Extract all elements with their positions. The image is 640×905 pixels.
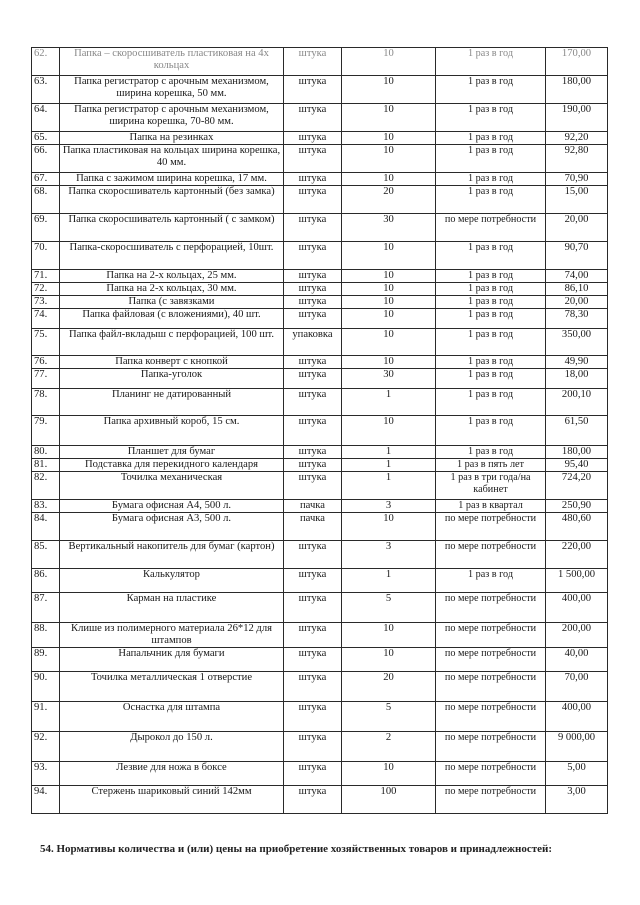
section-heading: 54. Нормативы количества и (или) цены на приобретение хозяйственных товаров и принадлежностей: bbox=[40, 843, 552, 855]
price-cell: 5,00 bbox=[546, 762, 608, 786]
quantity-cell: 5 bbox=[342, 702, 436, 732]
quantity-cell: 3 bbox=[342, 541, 436, 569]
row-number-cell: 79. bbox=[32, 416, 60, 446]
quantity-cell: 10 bbox=[342, 104, 436, 132]
purchase-frequency-cell: по мере потребности bbox=[436, 623, 546, 648]
row-number-cell: 77. bbox=[32, 369, 60, 389]
purchase-frequency-cell: 1 раз в год bbox=[436, 369, 546, 389]
item-name-cell: Дырокол до 150 л. bbox=[60, 732, 284, 762]
row-number-cell: 94. bbox=[32, 786, 60, 814]
row-number-cell: 81. bbox=[32, 459, 60, 472]
row-number-cell: 65. bbox=[32, 132, 60, 145]
unit-of-measure-cell: штука bbox=[284, 459, 342, 472]
quantity-cell: 3 bbox=[342, 500, 436, 513]
item-name-cell: Папка – скоросшиватель пластиковая на 4х кольцах bbox=[60, 48, 284, 76]
purchase-frequency-cell: 1 раз в год bbox=[436, 356, 546, 369]
unit-of-measure-cell: штука bbox=[284, 762, 342, 786]
purchase-frequency-cell: 1 раз в год bbox=[436, 569, 546, 593]
quantity-cell: 20 bbox=[342, 672, 436, 702]
price-cell: 350,00 bbox=[546, 329, 608, 356]
table-row bbox=[32, 786, 608, 814]
row-number-cell: 86. bbox=[32, 569, 60, 593]
purchase-frequency-cell: по мере потребности bbox=[436, 672, 546, 702]
row-number-cell: 84. bbox=[32, 513, 60, 541]
item-name-cell: Карман на пластике bbox=[60, 593, 284, 623]
purchase-frequency-cell: по мере потребности bbox=[436, 786, 546, 814]
purchase-frequency-cell: 1 раз в год bbox=[436, 329, 546, 356]
price-cell: 20,00 bbox=[546, 296, 608, 309]
unit-of-measure-cell: штука bbox=[284, 242, 342, 270]
purchase-frequency-cell: 1 раз в год bbox=[436, 173, 546, 186]
unit-of-measure-cell: штука bbox=[284, 173, 342, 186]
quantity-cell: 10 bbox=[342, 416, 436, 446]
price-cell: 180,00 bbox=[546, 76, 608, 104]
quantity-cell: 10 bbox=[342, 623, 436, 648]
item-name-cell: Папка на 2-х кольцах, 30 мм. bbox=[60, 283, 284, 296]
row-number-cell: 83. bbox=[32, 500, 60, 513]
row-number-cell: 92. bbox=[32, 732, 60, 762]
table-row bbox=[32, 593, 608, 623]
item-name-cell: Папка файловая (с вложениями), 40 шт. bbox=[60, 309, 284, 329]
table-row bbox=[32, 446, 608, 459]
unit-of-measure-cell: штука bbox=[284, 786, 342, 814]
unit-of-measure-cell: штука bbox=[284, 283, 342, 296]
quantity-cell: 1 bbox=[342, 446, 436, 459]
purchase-frequency-cell: по мере потребности bbox=[436, 648, 546, 672]
table-row bbox=[32, 356, 608, 369]
item-name-cell: Папка архивный короб, 15 см. bbox=[60, 416, 284, 446]
quantity-cell: 2 bbox=[342, 732, 436, 762]
purchase-frequency-cell: 1 раз в год bbox=[436, 76, 546, 104]
quantity-cell: 1 bbox=[342, 569, 436, 593]
price-cell: 49,90 bbox=[546, 356, 608, 369]
table-row bbox=[32, 513, 608, 541]
purchase-frequency-cell: по мере потребности bbox=[436, 593, 546, 623]
unit-of-measure-cell: штука bbox=[284, 132, 342, 145]
table-row bbox=[32, 214, 608, 242]
item-name-cell: Калькулятор bbox=[60, 569, 284, 593]
table-row bbox=[32, 309, 608, 329]
row-number-cell: 70. bbox=[32, 242, 60, 270]
table-row bbox=[32, 329, 608, 356]
row-number-cell: 88. bbox=[32, 623, 60, 648]
purchase-frequency-cell: 1 раз в год bbox=[436, 104, 546, 132]
quantity-cell: 1 bbox=[342, 472, 436, 500]
price-cell: 92,80 bbox=[546, 145, 608, 173]
item-name-cell: Лезвие для ножа в боксе bbox=[60, 762, 284, 786]
quantity-cell: 10 bbox=[342, 242, 436, 270]
purchase-frequency-cell: по мере потребности bbox=[436, 732, 546, 762]
row-number-cell: 87. bbox=[32, 593, 60, 623]
price-cell: 92,20 bbox=[546, 132, 608, 145]
row-number-cell: 73. bbox=[32, 296, 60, 309]
row-number-cell: 85. bbox=[32, 541, 60, 569]
item-name-cell: Папка-скоросшиватель с перфорацией, 10шт. bbox=[60, 242, 284, 270]
item-name-cell: Папка скоросшиватель картонный ( с замком) bbox=[60, 214, 284, 242]
quantity-cell: 10 bbox=[342, 762, 436, 786]
table-row bbox=[32, 369, 608, 389]
unit-of-measure-cell: штука bbox=[284, 186, 342, 214]
price-cell: 40,00 bbox=[546, 648, 608, 672]
table-row bbox=[32, 104, 608, 132]
price-cell: 724,20 bbox=[546, 472, 608, 500]
row-number-cell: 72. bbox=[32, 283, 60, 296]
item-name-cell: Оснастка для штампа bbox=[60, 702, 284, 732]
purchase-frequency-cell: по мере потребности bbox=[436, 214, 546, 242]
purchase-frequency-cell: 1 раз в год bbox=[436, 296, 546, 309]
price-cell: 20,00 bbox=[546, 214, 608, 242]
quantity-cell: 10 bbox=[342, 48, 436, 76]
item-name-cell: Клише из полимерного материала 26*12 для штампов bbox=[60, 623, 284, 648]
row-number-cell: 66. bbox=[32, 145, 60, 173]
purchase-frequency-cell: 1 раз в год bbox=[436, 132, 546, 145]
purchase-frequency-cell: 1 раз в год bbox=[436, 48, 546, 76]
row-number-cell: 71. bbox=[32, 270, 60, 283]
quantity-cell: 10 bbox=[342, 76, 436, 104]
item-name-cell: Бумага офисная А4, 500 л. bbox=[60, 500, 284, 513]
purchase-frequency-cell: 1 раз в год bbox=[436, 446, 546, 459]
table-row bbox=[32, 500, 608, 513]
row-number-cell: 62. bbox=[32, 48, 60, 76]
item-name-cell: Папка (с завязками bbox=[60, 296, 284, 309]
unit-of-measure-cell: штука bbox=[284, 416, 342, 446]
unit-of-measure-cell: штука bbox=[284, 569, 342, 593]
row-number-cell: 67. bbox=[32, 173, 60, 186]
quantity-cell: 10 bbox=[342, 648, 436, 672]
price-cell: 200,00 bbox=[546, 623, 608, 648]
price-cell: 400,00 bbox=[546, 593, 608, 623]
unit-of-measure-cell: штука bbox=[284, 541, 342, 569]
quantity-cell: 10 bbox=[342, 145, 436, 173]
table-row bbox=[32, 732, 608, 762]
unit-of-measure-cell: штука bbox=[284, 309, 342, 329]
table-row bbox=[32, 541, 608, 569]
purchase-frequency-cell: 1 раз в три года/на кабинет bbox=[436, 472, 546, 500]
item-name-cell: Папка-уголок bbox=[60, 369, 284, 389]
table-row bbox=[32, 270, 608, 283]
row-number-cell: 80. bbox=[32, 446, 60, 459]
unit-of-measure-cell: штука bbox=[284, 732, 342, 762]
item-name-cell: Папка с зажимом ширина корешка, 17 мм. bbox=[60, 173, 284, 186]
row-number-cell: 82. bbox=[32, 472, 60, 500]
price-cell: 78,30 bbox=[546, 309, 608, 329]
unit-of-measure-cell: штука bbox=[284, 48, 342, 76]
quantity-cell: 10 bbox=[342, 132, 436, 145]
price-cell: 9 000,00 bbox=[546, 732, 608, 762]
price-cell: 180,00 bbox=[546, 446, 608, 459]
row-number-cell: 69. bbox=[32, 214, 60, 242]
price-cell: 480,60 bbox=[546, 513, 608, 541]
item-name-cell: Планшет для бумаг bbox=[60, 446, 284, 459]
unit-of-measure-cell: штука bbox=[284, 76, 342, 104]
table-row bbox=[32, 623, 608, 648]
row-number-cell: 74. bbox=[32, 309, 60, 329]
unit-of-measure-cell: штука bbox=[284, 389, 342, 416]
price-cell: 250,90 bbox=[546, 500, 608, 513]
table-row bbox=[32, 296, 608, 309]
unit-of-measure-cell: штука bbox=[284, 270, 342, 283]
price-cell: 18,00 bbox=[546, 369, 608, 389]
price-cell: 61,50 bbox=[546, 416, 608, 446]
quantity-cell: 1 bbox=[342, 389, 436, 416]
unit-of-measure-cell: штука bbox=[284, 593, 342, 623]
purchase-frequency-cell: 1 раз в год bbox=[436, 389, 546, 416]
unit-of-measure-cell: упаковка bbox=[284, 329, 342, 356]
unit-of-measure-cell: штука bbox=[284, 145, 342, 173]
item-name-cell: Точилка механическая bbox=[60, 472, 284, 500]
item-name-cell: Подставка для перекидного календаря bbox=[60, 459, 284, 472]
unit-of-measure-cell: штука bbox=[284, 446, 342, 459]
item-name-cell: Бумага офисная А3, 500 л. bbox=[60, 513, 284, 541]
table-row bbox=[32, 186, 608, 214]
unit-of-measure-cell: штука bbox=[284, 296, 342, 309]
quantity-cell: 10 bbox=[342, 329, 436, 356]
price-cell: 220,00 bbox=[546, 541, 608, 569]
price-cell: 15,00 bbox=[546, 186, 608, 214]
quantity-cell: 10 bbox=[342, 309, 436, 329]
quantity-cell: 100 bbox=[342, 786, 436, 814]
unit-of-measure-cell: штука bbox=[284, 623, 342, 648]
unit-of-measure-cell: штука bbox=[284, 369, 342, 389]
unit-of-measure-cell: штука bbox=[284, 472, 342, 500]
item-name-cell: Папка скоросшиватель картонный (без замка) bbox=[60, 186, 284, 214]
unit-of-measure-cell: штука bbox=[284, 672, 342, 702]
row-number-cell: 89. bbox=[32, 648, 60, 672]
quantity-cell: 10 bbox=[342, 173, 436, 186]
quantity-cell: 10 bbox=[342, 513, 436, 541]
price-cell: 90,70 bbox=[546, 242, 608, 270]
unit-of-measure-cell: штука bbox=[284, 104, 342, 132]
unit-of-measure-cell: штука bbox=[284, 648, 342, 672]
table-row bbox=[32, 132, 608, 145]
unit-of-measure-cell: штука bbox=[284, 214, 342, 242]
quantity-cell: 10 bbox=[342, 356, 436, 369]
table-row bbox=[32, 145, 608, 173]
table-row bbox=[32, 173, 608, 186]
item-name-cell: Вертикальный накопитель для бумаг (картон) bbox=[60, 541, 284, 569]
price-cell: 1 500,00 bbox=[546, 569, 608, 593]
table-row bbox=[32, 416, 608, 446]
table-row bbox=[32, 459, 608, 472]
price-cell: 200,10 bbox=[546, 389, 608, 416]
row-number-cell: 76. bbox=[32, 356, 60, 369]
purchase-frequency-cell: по мере потребности bbox=[436, 541, 546, 569]
purchase-frequency-cell: 1 раз в год bbox=[436, 416, 546, 446]
price-cell: 86,10 bbox=[546, 283, 608, 296]
purchase-frequency-cell: 1 раз в квартал bbox=[436, 500, 546, 513]
item-name-cell: Напальчник для бумаги bbox=[60, 648, 284, 672]
purchase-frequency-cell: 1 раз в год bbox=[436, 270, 546, 283]
table-row bbox=[32, 648, 608, 672]
item-name-cell: Точилка металлическая 1 отверстие bbox=[60, 672, 284, 702]
unit-of-measure-cell: пачка bbox=[284, 500, 342, 513]
purchase-frequency-cell: 1 раз в год bbox=[436, 283, 546, 296]
item-name-cell: Папка пластиковая на кольцах ширина корешка, 40 мм. bbox=[60, 145, 284, 173]
item-name-cell: Папка на 2-х кольцах, 25 мм. bbox=[60, 270, 284, 283]
row-number-cell: 64. bbox=[32, 104, 60, 132]
norms-table-body bbox=[32, 48, 608, 814]
table-row bbox=[32, 762, 608, 786]
price-cell: 190,00 bbox=[546, 104, 608, 132]
row-number-cell: 75. bbox=[32, 329, 60, 356]
row-number-cell: 91. bbox=[32, 702, 60, 732]
quantity-cell: 5 bbox=[342, 593, 436, 623]
item-name-cell: Стержень шариковый синий 142мм bbox=[60, 786, 284, 814]
table-row bbox=[32, 389, 608, 416]
item-name-cell: Папка файл-вкладыш с перфорацией, 100 шт. bbox=[60, 329, 284, 356]
quantity-cell: 10 bbox=[342, 270, 436, 283]
quantity-cell: 20 bbox=[342, 186, 436, 214]
item-name-cell: Папка регистратор с арочным механизмом, ширина корешка, 70-80 мм. bbox=[60, 104, 284, 132]
purchase-frequency-cell: 1 раз в год bbox=[436, 145, 546, 173]
table-row bbox=[32, 472, 608, 500]
item-name-cell: Планинг не датированный bbox=[60, 389, 284, 416]
row-number-cell: 90. bbox=[32, 672, 60, 702]
quantity-cell: 30 bbox=[342, 214, 436, 242]
price-cell: 95,40 bbox=[546, 459, 608, 472]
purchase-frequency-cell: по мере потребности bbox=[436, 762, 546, 786]
price-cell: 3,00 bbox=[546, 786, 608, 814]
price-cell: 70,90 bbox=[546, 173, 608, 186]
item-name-cell: Папка регистратор с арочным механизмом, ширина корешка, 50 мм. bbox=[60, 76, 284, 104]
quantity-cell: 1 bbox=[342, 459, 436, 472]
purchase-frequency-cell: 1 раз в год bbox=[436, 186, 546, 214]
table-row bbox=[32, 672, 608, 702]
purchase-frequency-cell: 1 раз в год bbox=[436, 309, 546, 329]
quantity-cell: 10 bbox=[342, 296, 436, 309]
row-number-cell: 63. bbox=[32, 76, 60, 104]
item-name-cell: Папка конверт с кнопкой bbox=[60, 356, 284, 369]
unit-of-measure-cell: штука bbox=[284, 356, 342, 369]
table-row bbox=[32, 283, 608, 296]
quantity-cell: 30 bbox=[342, 369, 436, 389]
purchase-frequency-cell: 1 раз в пять лет bbox=[436, 459, 546, 472]
row-number-cell: 78. bbox=[32, 389, 60, 416]
row-number-cell: 93. bbox=[32, 762, 60, 786]
price-cell: 70,00 bbox=[546, 672, 608, 702]
unit-of-measure-cell: пачка bbox=[284, 513, 342, 541]
row-number-cell: 68. bbox=[32, 186, 60, 214]
table-row bbox=[32, 76, 608, 104]
table-row bbox=[32, 702, 608, 732]
purchase-frequency-cell: 1 раз в год bbox=[436, 242, 546, 270]
table-row bbox=[32, 48, 608, 76]
item-name-cell: Папка на резинках bbox=[60, 132, 284, 145]
quantity-cell: 10 bbox=[342, 283, 436, 296]
price-cell: 400,00 bbox=[546, 702, 608, 732]
purchase-frequency-cell: по мере потребности bbox=[436, 702, 546, 732]
table-row bbox=[32, 569, 608, 593]
norms-table bbox=[31, 47, 608, 814]
table-row bbox=[32, 242, 608, 270]
purchase-frequency-cell: по мере потребности bbox=[436, 513, 546, 541]
price-cell: 170,00 bbox=[546, 48, 608, 76]
price-cell: 74,00 bbox=[546, 270, 608, 283]
unit-of-measure-cell: штука bbox=[284, 702, 342, 732]
